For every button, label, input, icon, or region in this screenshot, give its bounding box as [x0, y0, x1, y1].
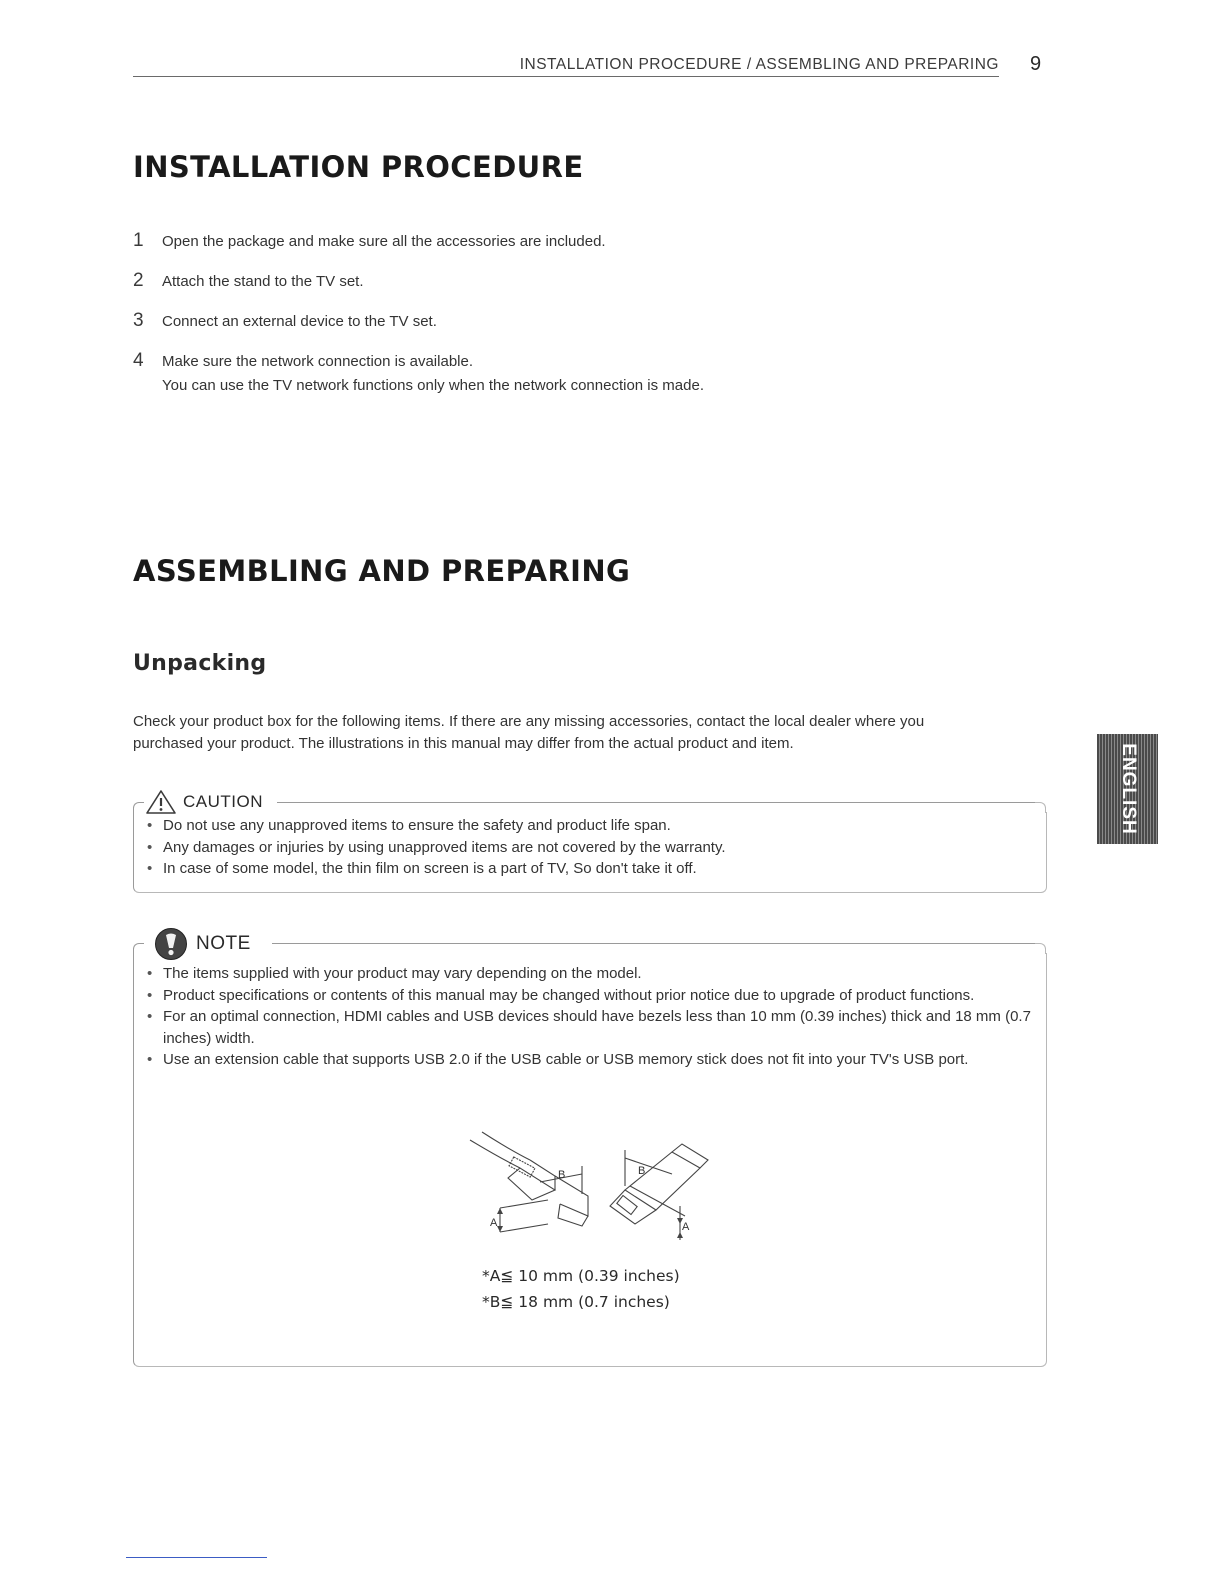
step-text: Attach the stand to the TV set. [162, 273, 364, 290]
dimension-label-a-usb: A [682, 1221, 690, 1233]
footer-rule [126, 1557, 267, 1558]
page-number: 9 [1030, 53, 1042, 75]
step-4 [133, 350, 1033, 398]
exclamation-icon [154, 927, 188, 961]
warning-triangle-icon [145, 789, 177, 815]
step-text-continued: You can use the TV network functions only when the network connection is made. [162, 377, 704, 394]
language-side-tab [1097, 734, 1158, 844]
caution-list [136, 815, 1036, 880]
step-text: Open the package and make sure all the accessories are included. [162, 233, 606, 250]
step-number: 3 [133, 310, 144, 331]
unpacking-heading: Unpacking [133, 651, 267, 676]
note-list [136, 963, 1031, 1071]
dimension-b-spec: *B≦ 18 mm (0.7 inches) [482, 1293, 670, 1311]
note-box-top-rule [272, 943, 1037, 944]
unpacking-intro [133, 711, 1073, 755]
assembling-preparing-heading: ASSEMBLING AND PREPARING [133, 554, 631, 588]
note-item: • The items supplied with your product may vary depending on the model. [136, 963, 1031, 985]
step-3 [133, 310, 1033, 350]
unpacking-intro-line-2: purchased your product. The illustrations in this manual may differ from the actual product and item. [133, 735, 794, 752]
caution-item: • Any damages or injuries by using unapproved items are not covered by the warranty. [136, 837, 1036, 859]
step-text: Make sure the network connection is available. [162, 353, 474, 370]
caution-item: • In case of some model, the thin film on screen is a part of TV, So don't take it off. [136, 858, 1036, 880]
dimension-label-a-hdmi: A [490, 1217, 498, 1229]
unpacking-intro-line-1: Check your product box for the following items. If there are any missing accessories, contact the local dealer where you [133, 713, 925, 730]
caution-label: CAUTION [183, 792, 263, 811]
step-1 [133, 230, 1033, 270]
dimension-label-b-hdmi: B [558, 1169, 566, 1181]
connector-dimension-illustration [460, 1130, 710, 1250]
step-text-block [162, 350, 704, 398]
running-header [133, 56, 999, 77]
caution-item: • Do not use any unapproved items to ensure the safety and product life span. [136, 815, 1036, 837]
note-label-group [150, 927, 259, 961]
running-header-title: INSTALLATION PROCEDURE / ASSEMBLING AND PREPARING [519, 56, 999, 73]
note-item: • For an optimal connection, HDMI cables and USB devices should have bezels less than 10 mm (0.39 inches) thick and 18 mm (0.7 inches) width. [136, 1006, 1031, 1049]
note-item: • Product specifications or contents of this manual may be changed without prior notice due to upgrade of product functions. [136, 985, 1031, 1007]
step-number: 2 [133, 270, 144, 291]
dimension-a-spec: *A≦ 10 mm (0.39 inches) [482, 1267, 680, 1285]
installation-steps [133, 230, 1033, 398]
note-label: NOTE [196, 933, 251, 954]
note-item: • Use an extension cable that supports USB 2.0 if the USB cable or USB memory stick does not fit into your TV's USB port. [136, 1049, 1031, 1071]
step-text: Connect an external device to the TV set. [162, 313, 437, 330]
step-number: 1 [133, 230, 144, 251]
caution-box-top-rule [277, 802, 1037, 803]
step-2 [133, 270, 1033, 310]
caution-label-group [145, 789, 271, 815]
step-number: 4 [133, 350, 144, 371]
installation-procedure-heading: INSTALLATION PROCEDURE [133, 150, 584, 184]
language-side-tab-label: ENGLISH [1117, 743, 1139, 835]
dimension-label-b-usb: B [638, 1165, 646, 1177]
